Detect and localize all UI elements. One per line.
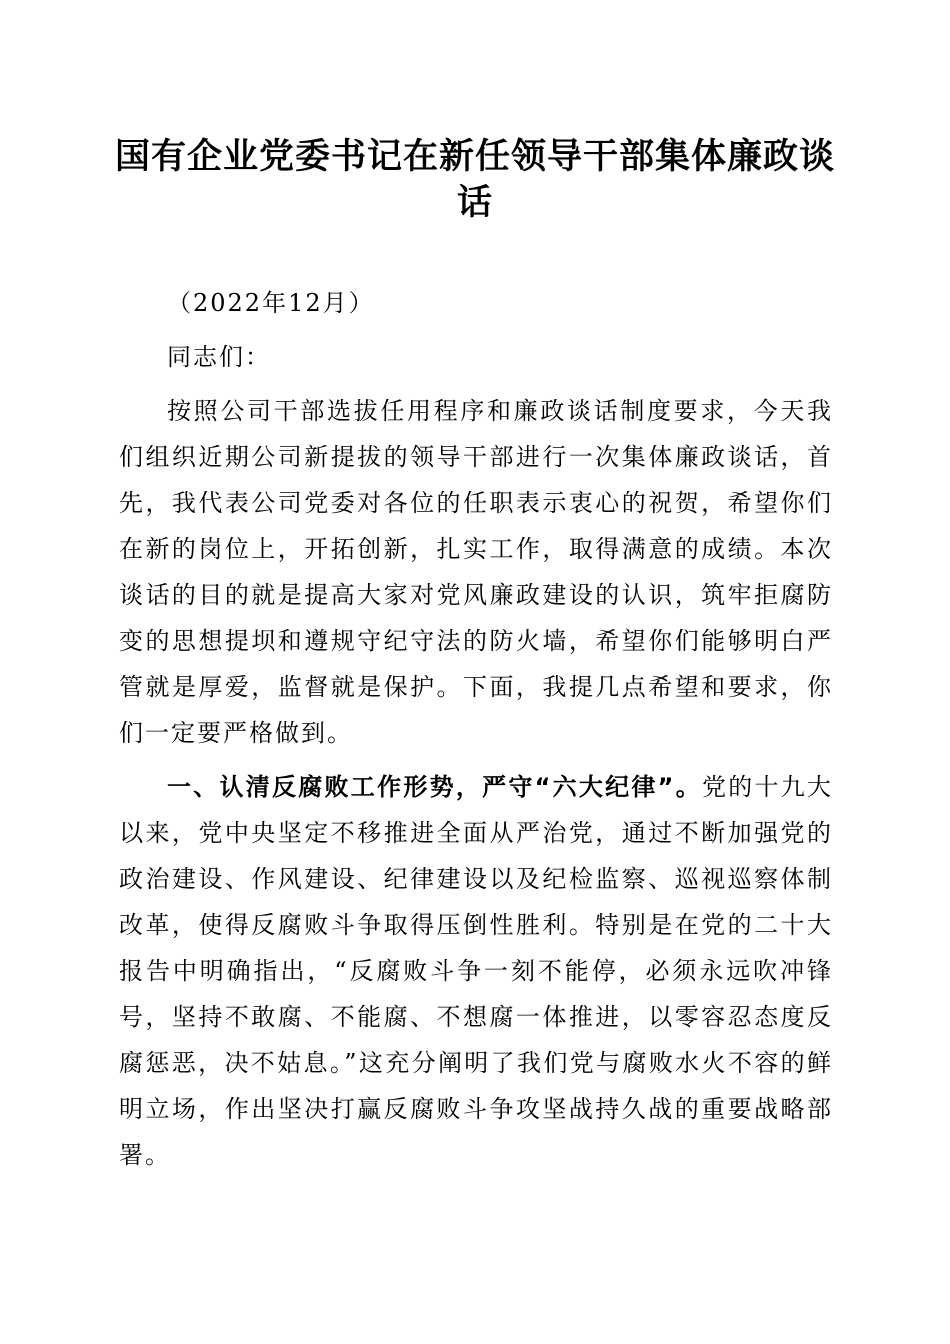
document-title: 国有企业党委书记在新任领导干部集体廉政谈话 xyxy=(114,136,835,223)
section-1-text: 党的十九大以来，党中央坚定不移推进全面从严治党，通过不断加强党的政治建设、作风建设、纪律建设以及纪检监察、巡视巡察体制改革，使得反腐败斗争取得压倒性胜利。特别是在党的二十大报告中明确指出，“反腐败斗争一刻不能停，必须永远吹冲锋号，坚持不敢腐、不能腐、不想腐一体推进，以零容忍态度反腐惩恶，决不姑息。”这充分阐明了我们党与腐败水火不容的鲜明立场，作出坚决打赢反腐败斗争攻坚战持久战的重要战略部署。 xyxy=(119,773,834,1169)
document-date: （2022年12月） xyxy=(167,289,375,317)
document-body xyxy=(119,280,833,1178)
salutation: 同志们： xyxy=(167,343,271,371)
section-1-paragraph xyxy=(119,764,833,1178)
paragraph-intro: 按照公司干部选拔任用程序和廉政谈话制度要求，今天我们组织近期公司新提拔的领导干部进行一次集体廉政谈话，首先，我代表公司党委对各位的任职表示衷心的祝贺，希望你们在新的岗位上，开拓创新，扎实工作，取得满意的成绩。本次谈话的目的就是提高大家对党风廉政建设的认识，筑牢拒腐防变的思想提坝和遵规守纪守法的防火墙，希望你们能够明白严管就是厚爱，监督就是保护。下面，我提几点希望和要求，你们一定要严格做到。 xyxy=(119,397,833,747)
section-1-heading: 一、认清反腐败工作形势，严守“六大纪律”。 xyxy=(167,773,702,801)
